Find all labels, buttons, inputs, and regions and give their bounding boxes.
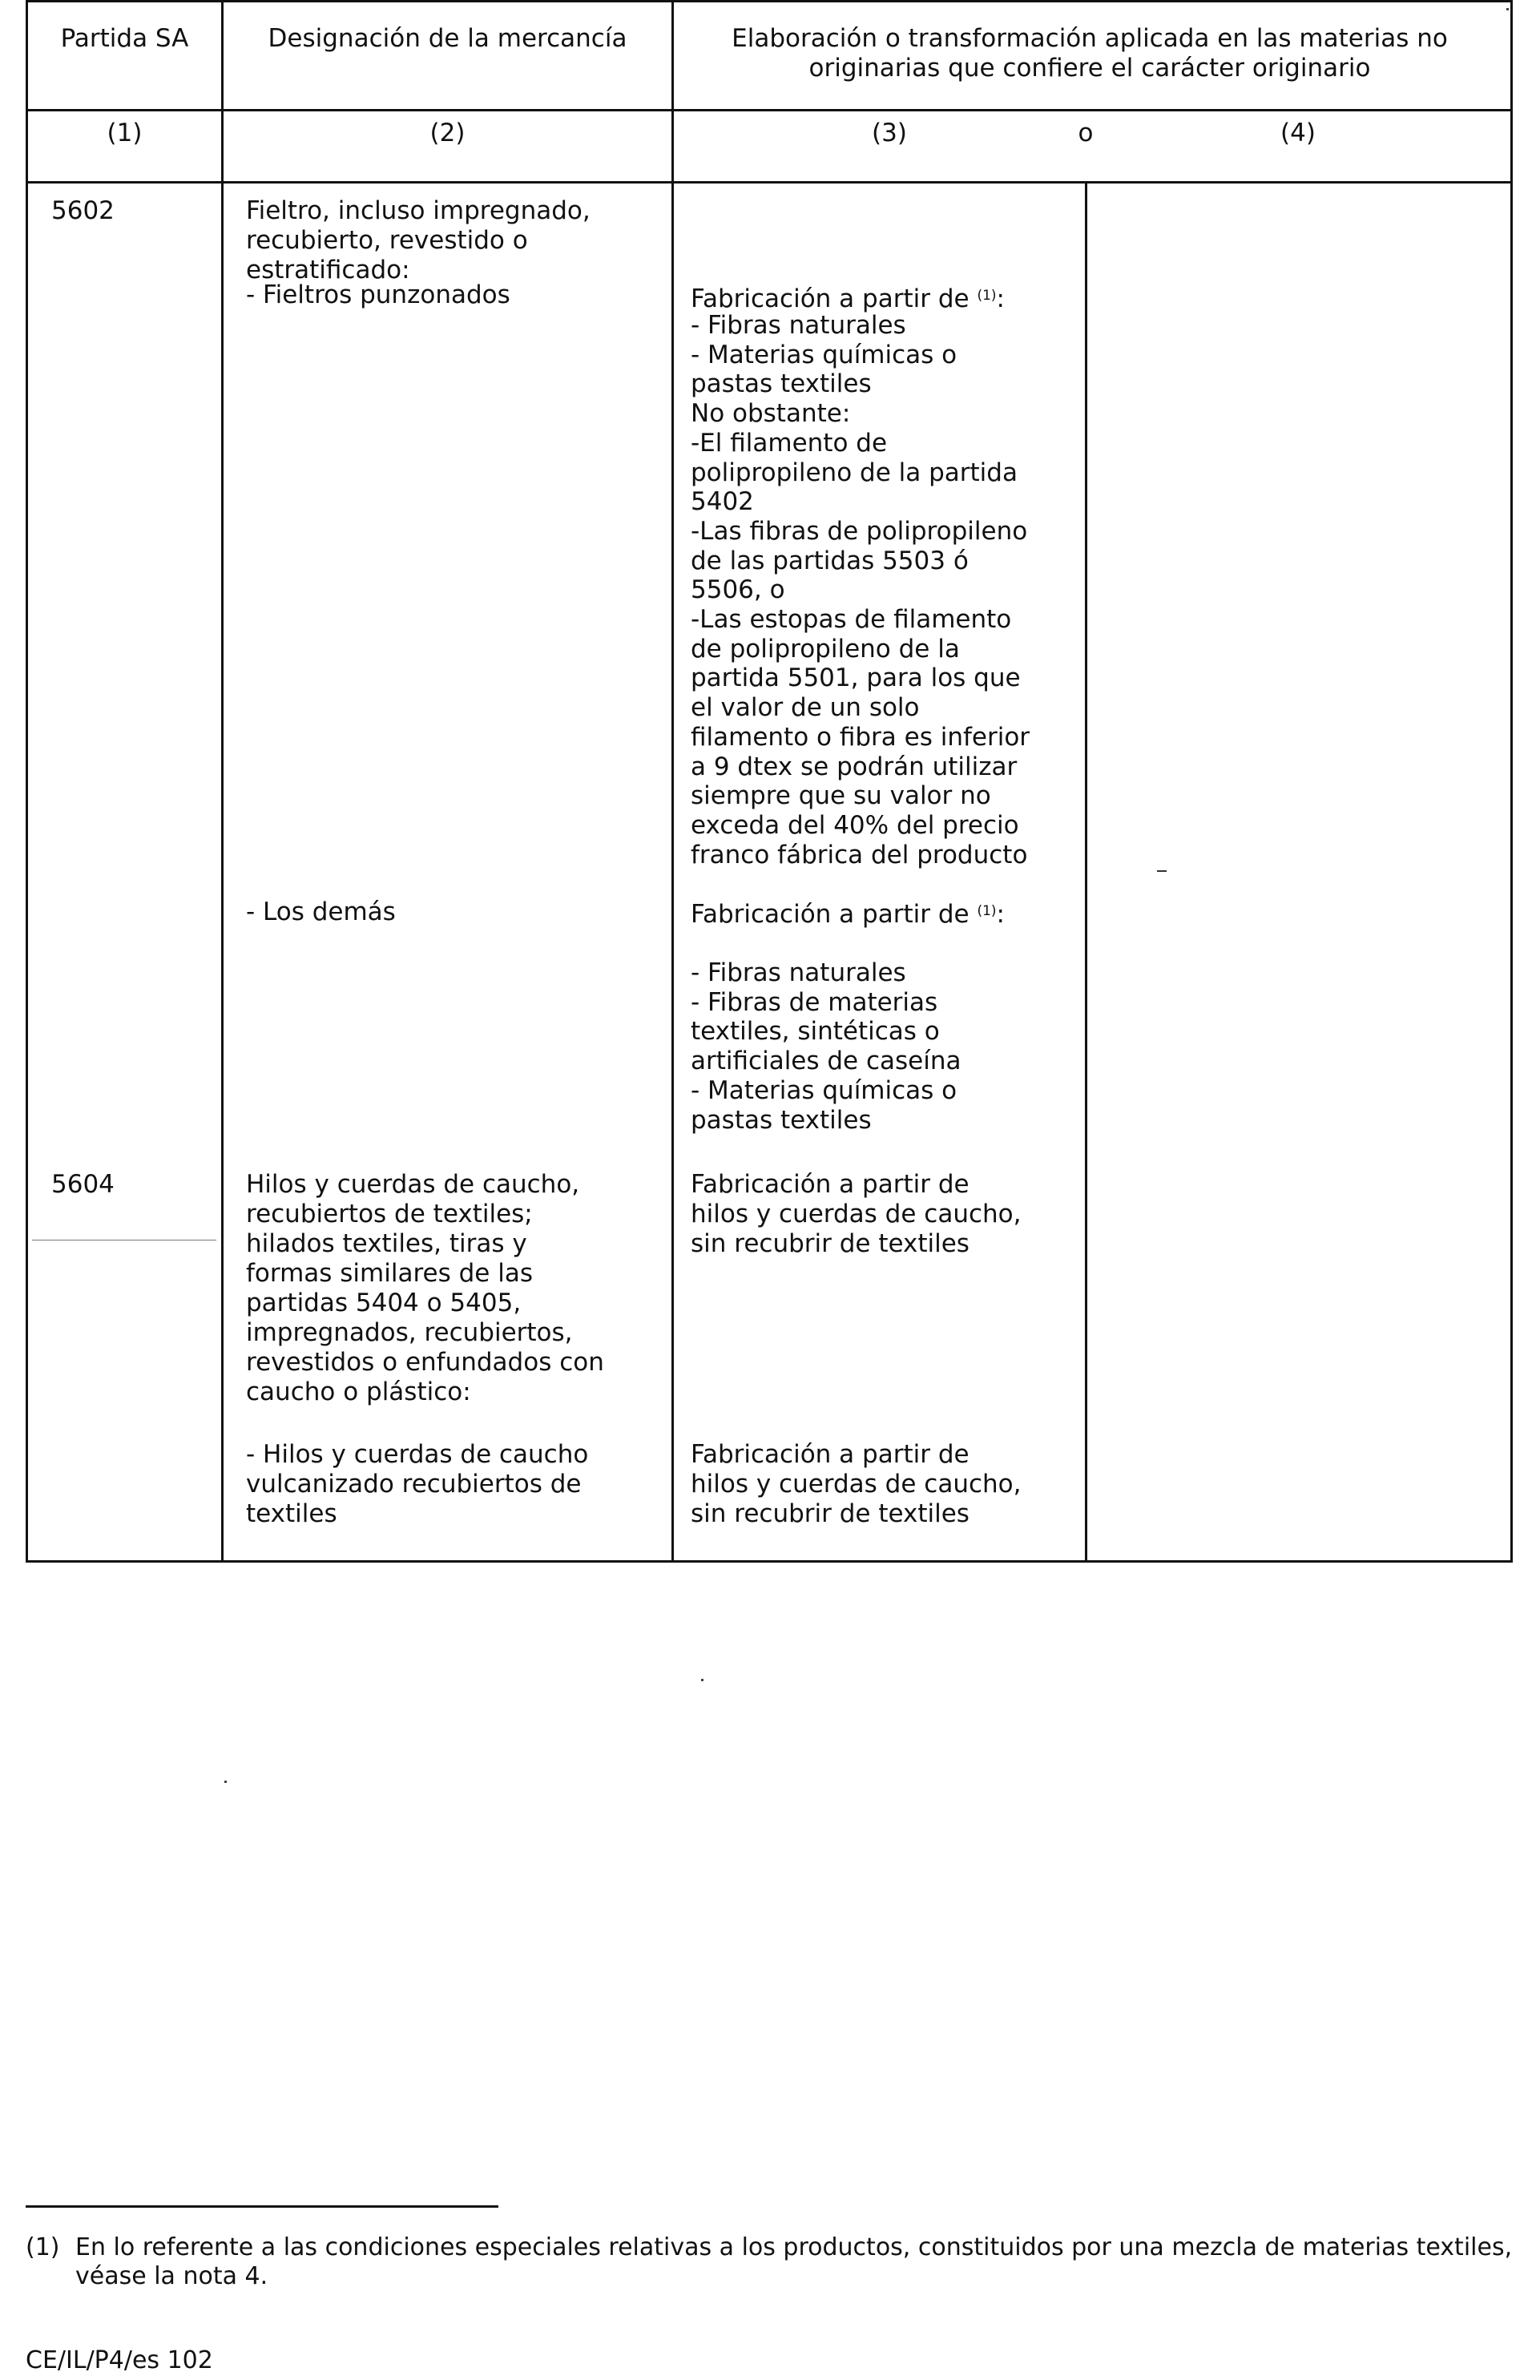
- document-id: CE/IL/P4/es 102: [26, 2346, 213, 2374]
- footnote-rule: [26, 2205, 498, 2208]
- colnum-4: (4): [1280, 119, 1316, 147]
- colnum-3: (3): [872, 119, 907, 147]
- col-divider-3: [1085, 181, 1087, 1563]
- hs-code-5604: 5604: [51, 1170, 115, 1199]
- processing-lead-text: Fabricación a partir de: [691, 284, 978, 313]
- column-number-rule: [26, 181, 1513, 184]
- processing-5604: Fabricación a partir de hilos y cuerdas de caucho, sin recubrir de textiles: [691, 1170, 1022, 1258]
- colnum-2: (2): [429, 119, 466, 147]
- processing-5604-vulcanizado: Fabricación a partir de hilos y cuerdas de caucho, sin recubrir de textiles: [691, 1440, 1022, 1528]
- colnum-1: (1): [107, 119, 143, 147]
- hs-code-5602: 5602: [51, 196, 115, 225]
- header-designacion: Designación de la mercancía: [268, 24, 627, 53]
- table-top-rule: [26, 0, 1513, 2]
- colnum-or: o: [1078, 119, 1094, 147]
- col-divider-1: [221, 0, 224, 1563]
- processing-5602-los-demas: - Fibras naturales - Fibras de materias textiles, sintéticas o artificiales de caseína - Materias químicas o pastas textiles: [691, 958, 961, 1135]
- scan-artifact-dot: [701, 1679, 703, 1681]
- header-rule: [26, 109, 1513, 111]
- designation-5602-los-demas: - Los demás: [246, 898, 396, 926]
- footnote-text: En lo referente a las condiciones especiales relativas a los productos, constituidos por una mezcla de materias textiles, véase la nota 4.: [75, 2233, 1513, 2290]
- designation-5602: Fieltro, incluso impregnado, recubierto, revestido o estratificado:: [246, 196, 591, 284]
- processing-lead-text: Fabricación a partir de: [691, 900, 978, 929]
- footnote-ref: (1): [977, 288, 997, 304]
- processing-lead-colon: :: [996, 900, 1005, 929]
- processing-lead-colon: :: [996, 284, 1005, 313]
- footnote-mark: (1): [26, 2233, 60, 2261]
- col-divider-2: [671, 0, 674, 1563]
- designation-5602-punzonados: - Fieltros punzonados: [246, 280, 510, 309]
- scan-artifact-dash: [1157, 870, 1167, 872]
- designation-5604-vulcanizado: - Hilos y cuerdas de caucho vulcanizado recubiertos de textiles: [246, 1440, 589, 1528]
- processing-5602-los-demas-lead: [691, 900, 1083, 930]
- header-partida: Partida SA: [60, 24, 189, 53]
- footnote-ref: (1): [977, 903, 997, 919]
- header-elaboracion: Elaboración o transformación aplicada en las materias no originarias que confiere el carácter originario: [732, 24, 1448, 83]
- footnote: [26, 2233, 1516, 2290]
- designation-5604: Hilos y cuerdas de caucho, recubiertos de textiles; hilados textiles, tiras y formas similares de las partidas 5404 o 5405, impregnados, recubiertos, revestidos o enfundados con caucho o plástico:: [246, 1170, 604, 1406]
- processing-5602-punzonados: - Fibras naturales - Materias químicas o pastas textiles No obstante: -El filamento de polipropileno de la partida 5402 -Las fibras de polipropileno de las partidas 5503 ó 5506, o -Las estopas de filamento de polipropileno de la partida 5501, para los que el valor de un solo filamento o fibra es inferior a 9 dtex se podrán utilizar siempre que su valor no exceda del 40% del precio franco fábrica del producto: [691, 311, 1030, 869]
- processing-5602-punzonados-lead: [691, 284, 1083, 314]
- scan-artifact-dot: [1506, 8, 1509, 10]
- scan-artifact-dot: [224, 1781, 227, 1783]
